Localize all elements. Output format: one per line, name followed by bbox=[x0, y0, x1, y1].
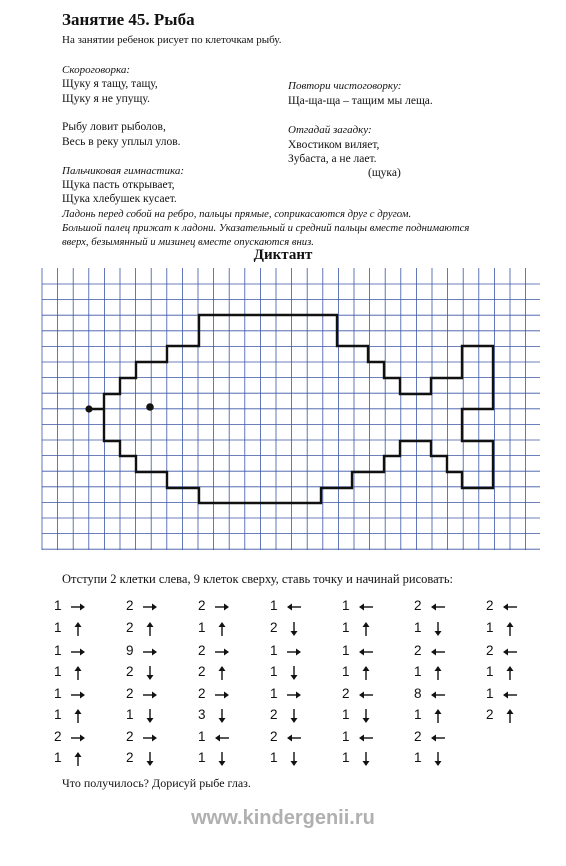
finger-gym-instruction: Ладонь перед собой на ребро, пальцы прямые, соприкасаются друг с другом. bbox=[62, 208, 412, 220]
dictation-step bbox=[342, 620, 378, 638]
step-count: 2 bbox=[486, 707, 494, 722]
step-count: 2 bbox=[486, 598, 494, 613]
dictation-step bbox=[198, 620, 234, 638]
dictation-step bbox=[198, 729, 234, 747]
step-count: 2 bbox=[342, 686, 350, 701]
step-count: 1 bbox=[54, 707, 62, 722]
dictation-step bbox=[414, 598, 450, 616]
finger-gym-instruction: Большой палец прижат к ладони. Указательный и средний пальцы вместе поднимаются bbox=[62, 222, 470, 234]
step-count: 1 bbox=[198, 620, 206, 635]
dictation-step bbox=[342, 707, 378, 725]
dictation-step bbox=[270, 707, 306, 725]
dictation-step bbox=[126, 707, 162, 725]
dictation-step bbox=[342, 664, 378, 682]
finger-gym-instruction: вверх, безымянный и мизинец вместе опускаются вниз. bbox=[62, 236, 314, 248]
dictation-step bbox=[270, 729, 306, 747]
step-count: 2 bbox=[198, 643, 206, 658]
dictation-step bbox=[486, 620, 522, 638]
step-count: 1 bbox=[54, 598, 62, 613]
step-count: 2 bbox=[126, 686, 134, 701]
step-count: 3 bbox=[198, 707, 206, 722]
step-count: 9 bbox=[126, 643, 134, 658]
dictation-step bbox=[54, 750, 90, 768]
dictation-step bbox=[198, 643, 234, 661]
dictation-step bbox=[54, 620, 90, 638]
tongue-twister-line: Весь в реку уплыл улов. bbox=[62, 136, 181, 148]
finger-gym-heading: Пальчиковая гимнастика: bbox=[62, 165, 184, 177]
step-count: 2 bbox=[198, 686, 206, 701]
step-count: 1 bbox=[54, 664, 62, 679]
step-count: 8 bbox=[414, 686, 422, 701]
page-title: Занятие 45. Рыба bbox=[62, 10, 195, 29]
step-count: 1 bbox=[486, 620, 494, 635]
step-count: 1 bbox=[414, 664, 422, 679]
start-dot bbox=[85, 405, 92, 412]
step-count: 1 bbox=[342, 643, 350, 658]
dictation-step bbox=[126, 598, 162, 616]
step-count: 1 bbox=[342, 729, 350, 744]
step-count: 1 bbox=[342, 598, 350, 613]
step-count: 1 bbox=[54, 750, 62, 765]
dictation-step bbox=[342, 750, 378, 768]
dictation-step bbox=[414, 686, 450, 704]
dictation-step bbox=[270, 643, 306, 661]
step-count: 1 bbox=[198, 729, 206, 744]
step-count: 2 bbox=[126, 598, 134, 613]
dictation-step bbox=[414, 664, 450, 682]
step-count: 2 bbox=[126, 729, 134, 744]
step-count: 2 bbox=[126, 750, 134, 765]
step-count: 2 bbox=[54, 729, 62, 744]
step-count: 1 bbox=[414, 620, 422, 635]
step-count: 1 bbox=[54, 620, 62, 635]
site-watermark: www.kindergenii.ru bbox=[191, 807, 375, 829]
clean-talk-heading: Повтори чистоговорку: bbox=[288, 80, 402, 92]
dictation-step bbox=[270, 664, 306, 682]
dictation-step bbox=[486, 664, 522, 682]
step-count: 2 bbox=[414, 643, 422, 658]
step-count: 2 bbox=[198, 598, 206, 613]
riddle-heading: Отгадай загадку: bbox=[288, 124, 372, 136]
dictation-step bbox=[198, 707, 234, 725]
page-subtitle: На занятии ребенок рисует по клеточкам рыбу. bbox=[62, 34, 282, 46]
dictation-step bbox=[198, 750, 234, 768]
dictation-step bbox=[342, 686, 378, 704]
step-count: 1 bbox=[270, 664, 278, 679]
dictation-step bbox=[270, 686, 306, 704]
dictation-step bbox=[126, 664, 162, 682]
step-count: 1 bbox=[486, 686, 494, 701]
step-count: 2 bbox=[270, 707, 278, 722]
dictation-step bbox=[486, 707, 522, 725]
dictation-step bbox=[198, 686, 234, 704]
step-count: 1 bbox=[342, 620, 350, 635]
dictation-step bbox=[270, 620, 306, 638]
step-count: 1 bbox=[270, 598, 278, 613]
finger-gym-line: Щука хлебушек кусает. bbox=[62, 193, 177, 205]
step-count: 2 bbox=[270, 729, 278, 744]
dictation-step bbox=[126, 729, 162, 747]
dictation-question: Что получилось? Дорисуй рыбе глаз. bbox=[62, 776, 251, 790]
dictation-step bbox=[486, 686, 522, 704]
step-count: 2 bbox=[198, 664, 206, 679]
step-count: 1 bbox=[414, 750, 422, 765]
step-count: 2 bbox=[486, 643, 494, 658]
step-count: 1 bbox=[270, 643, 278, 658]
step-count: 1 bbox=[54, 686, 62, 701]
finger-gym-line: Щука пасть открывает, bbox=[62, 179, 175, 191]
dictation-step bbox=[126, 620, 162, 638]
dictation-step bbox=[198, 598, 234, 616]
step-count: 2 bbox=[126, 664, 134, 679]
clean-talk-line: Ща-ща-ща – тащим мы леща. bbox=[288, 95, 433, 107]
riddle-answer: (щука) bbox=[368, 167, 401, 179]
step-count: 2 bbox=[414, 598, 422, 613]
dictation-step bbox=[126, 750, 162, 768]
step-count: 1 bbox=[54, 643, 62, 658]
dictation-step bbox=[54, 686, 90, 704]
dictation-step bbox=[414, 643, 450, 661]
step-count: 2 bbox=[126, 620, 134, 635]
dictation-step bbox=[270, 750, 306, 768]
step-count: 1 bbox=[270, 750, 278, 765]
step-count: 1 bbox=[342, 707, 350, 722]
tongue-twister-line: Рыбу ловит рыболов, bbox=[62, 121, 166, 133]
step-count: 1 bbox=[414, 707, 422, 722]
step-count: 1 bbox=[270, 686, 278, 701]
step-count: 1 bbox=[126, 707, 134, 722]
step-count: 1 bbox=[342, 750, 350, 765]
dictation-step bbox=[54, 643, 90, 661]
dictation-step bbox=[126, 686, 162, 704]
dictation-step bbox=[198, 664, 234, 682]
dictation-step bbox=[414, 729, 450, 747]
dictation-step bbox=[414, 620, 450, 638]
fish-eye bbox=[146, 403, 154, 411]
step-count: 2 bbox=[270, 620, 278, 635]
dictation-step bbox=[54, 729, 90, 747]
tongue-twister-heading: Скороговорка: bbox=[62, 64, 131, 76]
riddle-line: Хвостиком виляет, bbox=[288, 139, 380, 151]
dictation-heading: Диктант bbox=[253, 247, 313, 263]
tongue-twister-line: Щуку я не упущу. bbox=[62, 93, 150, 105]
dictation-step bbox=[54, 707, 90, 725]
step-count: 1 bbox=[198, 750, 206, 765]
step-count: 2 bbox=[414, 729, 422, 744]
dictation-step bbox=[54, 598, 90, 616]
riddle-line: Зубаста, а не лает. bbox=[288, 153, 377, 165]
dictation-step bbox=[126, 643, 162, 661]
dictation-step bbox=[486, 643, 522, 661]
dictation-step bbox=[54, 664, 90, 682]
dictation-step bbox=[342, 598, 378, 616]
dictation-step bbox=[270, 598, 306, 616]
dictation-task: Отступи 2 клетки слева, 9 клеток сверху, ставь точку и начинай рисовать: bbox=[62, 572, 454, 586]
dictation-step bbox=[342, 643, 378, 661]
dictation-step bbox=[414, 750, 450, 768]
dictation-step bbox=[342, 729, 378, 747]
tongue-twister-line: Щуку я тащу, тащу, bbox=[62, 78, 158, 90]
step-count: 1 bbox=[342, 664, 350, 679]
dictation-step bbox=[486, 598, 522, 616]
dictation-step bbox=[414, 707, 450, 725]
step-count: 1 bbox=[486, 664, 494, 679]
